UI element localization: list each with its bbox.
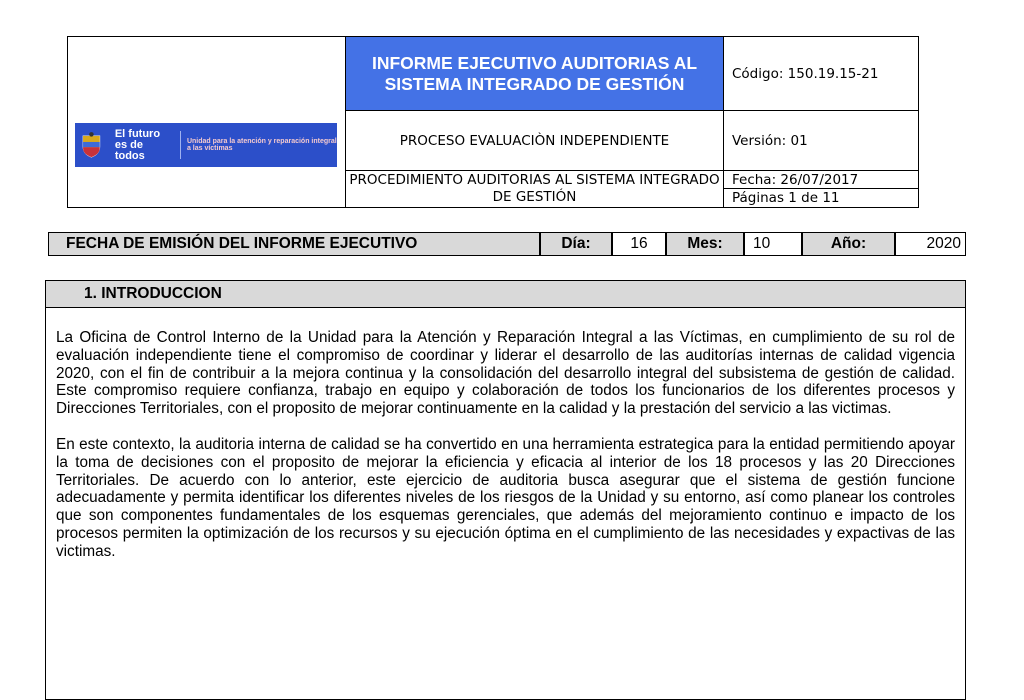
emission-date-label: FECHA DE EMISIÓN DEL INFORME EJECUTIVO [48, 232, 540, 256]
day-label: Día: [540, 232, 612, 256]
document-header-table [67, 36, 919, 208]
logo-entity-name: Unidad para la atención y reparación integral a las víctimas [186, 137, 337, 152]
month-value: 10 [744, 232, 802, 256]
logo-cell [68, 37, 346, 207]
document-date: Fecha: 26/07/2017 [724, 171, 918, 189]
institution-logo [75, 123, 337, 167]
introduction-body [46, 329, 965, 561]
logo-slogan: El futuro es de todos [114, 127, 161, 162]
coat-of-arms-icon [80, 127, 103, 163]
report-title: INFORME EJECUTIVO AUDITORIAS AL SISTEMA INTEGRADO DE GESTIÓN [346, 37, 724, 111]
page-count: Páginas 1 de 11 [732, 190, 840, 206]
year-value: 2020 [895, 232, 966, 256]
year-label: Año: [802, 232, 895, 256]
process-name: PROCESO EVALUACIÒN INDEPENDIENTE [346, 111, 724, 171]
introduction-heading: 1. INTRODUCCION [46, 281, 965, 308]
introduction-paragraph: La Oficina de Control Interno de la Unidad para la Atención y Reparación Integral a las Víctimas, en cumplimiento de su rol de evaluación independiente tiene el compromiso de coordinar y liderar el desarrollo de las auditorías internas de calidad vigencia 2020, con el fin de contribuir a la mejora continua y la consolidación del desarrollo integral del subsistema de gestión de calidad. Este compromiso requiere confianza, trabajo en equipo y colaboración de todos los funcionarios de los diferentes procesos y Direcciones Territoriales, con el proposito de mejorar continuamente en la calidad y la prestación del servicio a las victimas. [56, 329, 955, 418]
document-version: Versión: 01 [724, 111, 918, 171]
day-value: 16 [612, 232, 666, 256]
introduction-section [45, 280, 966, 700]
procedure-name: PROCEDIMIENTO AUDITORIAS AL SISTEMA INTEGRADO DE GESTIÓN [346, 171, 724, 207]
introduction-paragraph: En este contexto, la auditoria interna de calidad se ha convertido en una herramienta estrategica para la entidad permitiendo apoyar la toma de decisiones con el proposito de mejorar la eficiencia y eficacia al interior de los 18 procesos y las 20 Direcciones Territoriales. De acuerdo con lo anterior, este ejercicio de auditoria busca asegurar que el sistema de gestión funcione adecuadamente y permita identificar los diferentes niveles de los riesgos de la Unidad y su entorno, así como planear los controles que son componentes fundamentales de los esquemas gerenciales, que además del mejoramiento continuo e impacto de los procesos permiten la optimización de los recursos y su ejecución óptima en el cumplimiento de las necesidades y expactivas de las victimas. [56, 435, 955, 560]
month-label: Mes: [666, 232, 744, 256]
document-code: Código: 150.19.15-21 [724, 37, 918, 111]
logo-divider [180, 131, 181, 159]
